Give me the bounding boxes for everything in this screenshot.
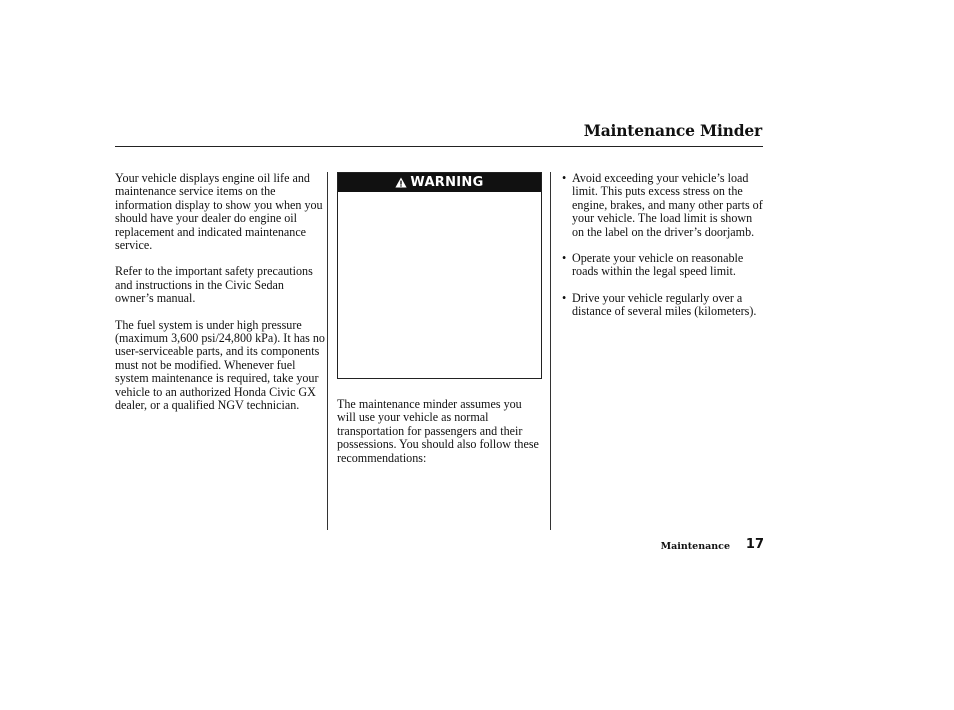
warning-header: [338, 173, 541, 192]
column-3: [562, 172, 764, 332]
page-number: 17: [745, 537, 764, 552]
list-item: [562, 252, 764, 279]
bullet-mark: •: [562, 290, 567, 305]
fuel-system-paragraph: The fuel system is under high pressure (maximum 3,600 psi/24,800 kPa). It has no user-serviceable parts, and its components must not be modified. Whenever fuel system maintenance is required, take your vehicle to an authorized Honda Civic GX dealer, or a qualified NGV technician.: [115, 317, 325, 413]
column-2: [337, 398, 542, 478]
list-item-text: Avoid exceeding your vehicle’s load limit. This puts excess stress on the engine, brakes, and many other parts of your vehicle. The load limit is shown on the label on the driver’s doorjamb.: [572, 171, 763, 239]
bullet-mark: •: [562, 171, 567, 185]
column-1: [115, 172, 325, 426]
column-divider-right: [550, 172, 551, 530]
recommendation-list: [562, 172, 764, 319]
list-item-text: Drive your vehicle regularly over a distance of several miles (kilometers).: [572, 290, 757, 319]
footer-section-label: Maintenance: [660, 541, 730, 552]
warning-triangle-icon: [395, 177, 407, 188]
title-rule: [115, 146, 763, 147]
list-item: [562, 292, 764, 319]
column-divider-left: [327, 172, 328, 530]
minder-paragraph: The maintenance minder assumes you will use your vehicle as normal transportation for passengers and their possessions. You should also follow these recommendations:: [337, 397, 539, 465]
warning-box: [337, 172, 542, 379]
warning-label: WARNING: [410, 175, 484, 190]
page-title: Maintenance Minder: [583, 121, 762, 140]
intro-paragraph: Your vehicle displays engine oil life and maintenance service items on the information display to show you when you should have your dealer do engine oil replacement and indicated maintenance service.: [115, 171, 323, 253]
list-item: [562, 172, 764, 239]
bullet-mark: •: [562, 251, 567, 266]
list-item-text: Operate your vehicle on reasonable roads within the legal speed limit.: [572, 251, 744, 279]
safety-paragraph: Refer to the important safety precautions and instructions in the Civic Sedan owner’s manual.: [115, 264, 313, 306]
